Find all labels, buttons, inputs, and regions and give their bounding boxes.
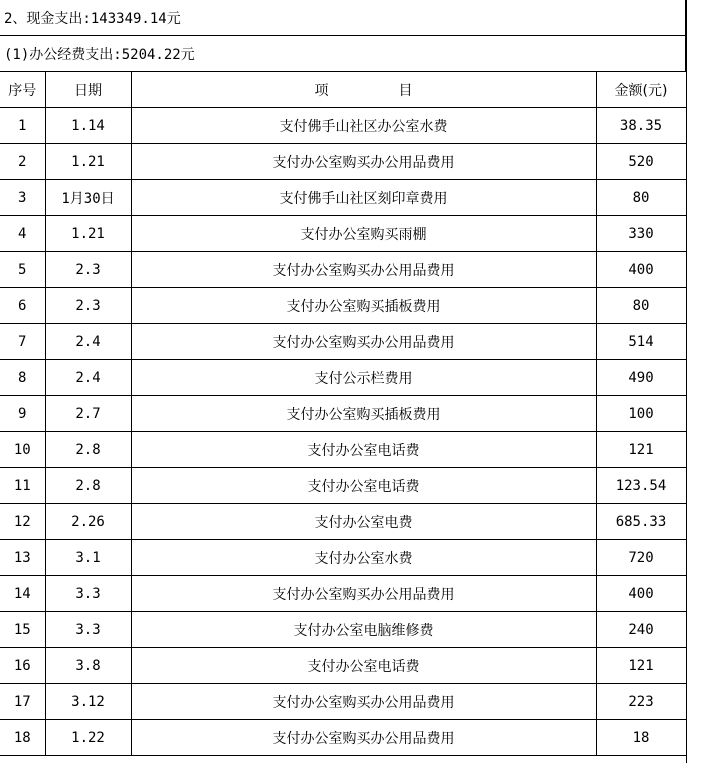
row-date: 1.21 xyxy=(45,216,131,252)
header-date: 日期 xyxy=(45,72,131,108)
row-date: 1.21 xyxy=(45,144,131,180)
table-row xyxy=(0,396,686,432)
table-row xyxy=(0,648,686,684)
table-row xyxy=(0,108,686,144)
row-item: 支付办公室电费 xyxy=(131,504,596,540)
row-item: 支付办公室购买办公用品费用 xyxy=(131,252,596,288)
row-amount: 121 xyxy=(596,432,686,468)
row-date: 3.3 xyxy=(45,576,131,612)
row-amount: 514 xyxy=(596,324,686,360)
header-no: 序号 xyxy=(0,72,45,108)
table-row xyxy=(0,324,686,360)
row-amount: 720 xyxy=(596,540,686,576)
row-item: 支付办公室购买办公用品费用 xyxy=(131,324,596,360)
row-item: 支付办公室水费 xyxy=(131,540,596,576)
row-amount: 223 xyxy=(596,684,686,720)
row-item: 支付办公室购买办公用品费用 xyxy=(131,720,596,756)
row-amount: 18 xyxy=(596,720,686,756)
row-date: 2.3 xyxy=(45,288,131,324)
row-item: 支付办公室购买办公用品费用 xyxy=(131,144,596,180)
row-no: 3 xyxy=(0,180,45,216)
row-no: 2 xyxy=(0,144,45,180)
row-amount: 38.35 xyxy=(596,108,686,144)
row-date: 3.1 xyxy=(45,540,131,576)
row-no: 16 xyxy=(0,648,45,684)
row-no: 6 xyxy=(0,288,45,324)
row-item: 支付办公室购买插板费用 xyxy=(131,396,596,432)
row-item: 支付办公室购买办公用品费用 xyxy=(131,684,596,720)
row-item: 支付办公室购买插板费用 xyxy=(131,288,596,324)
row-no: 1 xyxy=(0,108,45,144)
table-row xyxy=(0,468,686,504)
row-no: 5 xyxy=(0,252,45,288)
row-amount: 240 xyxy=(596,612,686,648)
row-item: 支付办公室购买办公用品费用 xyxy=(131,576,596,612)
row-date: 2.26 xyxy=(45,504,131,540)
section-title-row xyxy=(0,0,686,36)
row-item: 支付佛手山社区办公室水费 xyxy=(131,108,596,144)
subsection-title: (1)办公经费支出:5204.22元 xyxy=(4,46,195,63)
table-row xyxy=(0,144,686,180)
row-amount: 490 xyxy=(596,360,686,396)
row-no: 12 xyxy=(0,504,45,540)
row-amount: 123.54 xyxy=(596,468,686,504)
section-title: 2、现金支出:143349.14元 xyxy=(4,10,181,27)
row-item: 支付公示栏费用 xyxy=(131,360,596,396)
table-row xyxy=(0,252,686,288)
row-item: 支付办公室购买雨棚 xyxy=(131,216,596,252)
row-date: 2.7 xyxy=(45,396,131,432)
row-item: 支付办公室电话费 xyxy=(131,468,596,504)
table-row xyxy=(0,432,686,468)
row-no: 15 xyxy=(0,612,45,648)
row-date: 3.8 xyxy=(45,648,131,684)
table-row xyxy=(0,360,686,396)
header-amount: 金额(元) xyxy=(596,72,686,108)
row-item: 支付办公室电话费 xyxy=(131,648,596,684)
row-item: 支付办公室电脑维修费 xyxy=(131,612,596,648)
table-row xyxy=(0,504,686,540)
table-row xyxy=(0,576,686,612)
table-row xyxy=(0,216,686,252)
row-no: 11 xyxy=(0,468,45,504)
table-row xyxy=(0,540,686,576)
row-no: 8 xyxy=(0,360,45,396)
subsection-title-row xyxy=(0,36,686,72)
row-date: 1.22 xyxy=(45,720,131,756)
row-no: 18 xyxy=(0,720,45,756)
row-date: 1月30日 xyxy=(45,180,131,216)
row-amount: 80 xyxy=(596,288,686,324)
row-amount: 400 xyxy=(596,252,686,288)
row-date: 2.3 xyxy=(45,252,131,288)
row-amount: 400 xyxy=(596,576,686,612)
table-header-row xyxy=(0,72,686,108)
sheet-right-margin xyxy=(686,0,719,763)
row-date: 3.12 xyxy=(45,684,131,720)
row-amount: 100 xyxy=(596,396,686,432)
table-row xyxy=(0,180,686,216)
row-date: 2.4 xyxy=(45,324,131,360)
row-amount: 330 xyxy=(596,216,686,252)
table-row xyxy=(0,612,686,648)
table-row xyxy=(0,720,686,756)
header-item: 项 目 xyxy=(131,72,596,108)
row-no: 10 xyxy=(0,432,45,468)
row-item: 支付办公室电话费 xyxy=(131,432,596,468)
row-no: 9 xyxy=(0,396,45,432)
row-amount: 121 xyxy=(596,648,686,684)
row-no: 13 xyxy=(0,540,45,576)
row-amount: 685.33 xyxy=(596,504,686,540)
row-item: 支付佛手山社区刻印章费用 xyxy=(131,180,596,216)
row-no: 7 xyxy=(0,324,45,360)
row-date: 2.4 xyxy=(45,360,131,396)
row-no: 17 xyxy=(0,684,45,720)
row-date: 1.14 xyxy=(45,108,131,144)
row-amount: 520 xyxy=(596,144,686,180)
row-date: 2.8 xyxy=(45,432,131,468)
row-date: 2.8 xyxy=(45,468,131,504)
row-no: 14 xyxy=(0,576,45,612)
row-date: 3.3 xyxy=(45,612,131,648)
row-no: 4 xyxy=(0,216,45,252)
expense-table xyxy=(0,72,687,756)
row-amount: 80 xyxy=(596,180,686,216)
table-row xyxy=(0,684,686,720)
table-row xyxy=(0,288,686,324)
